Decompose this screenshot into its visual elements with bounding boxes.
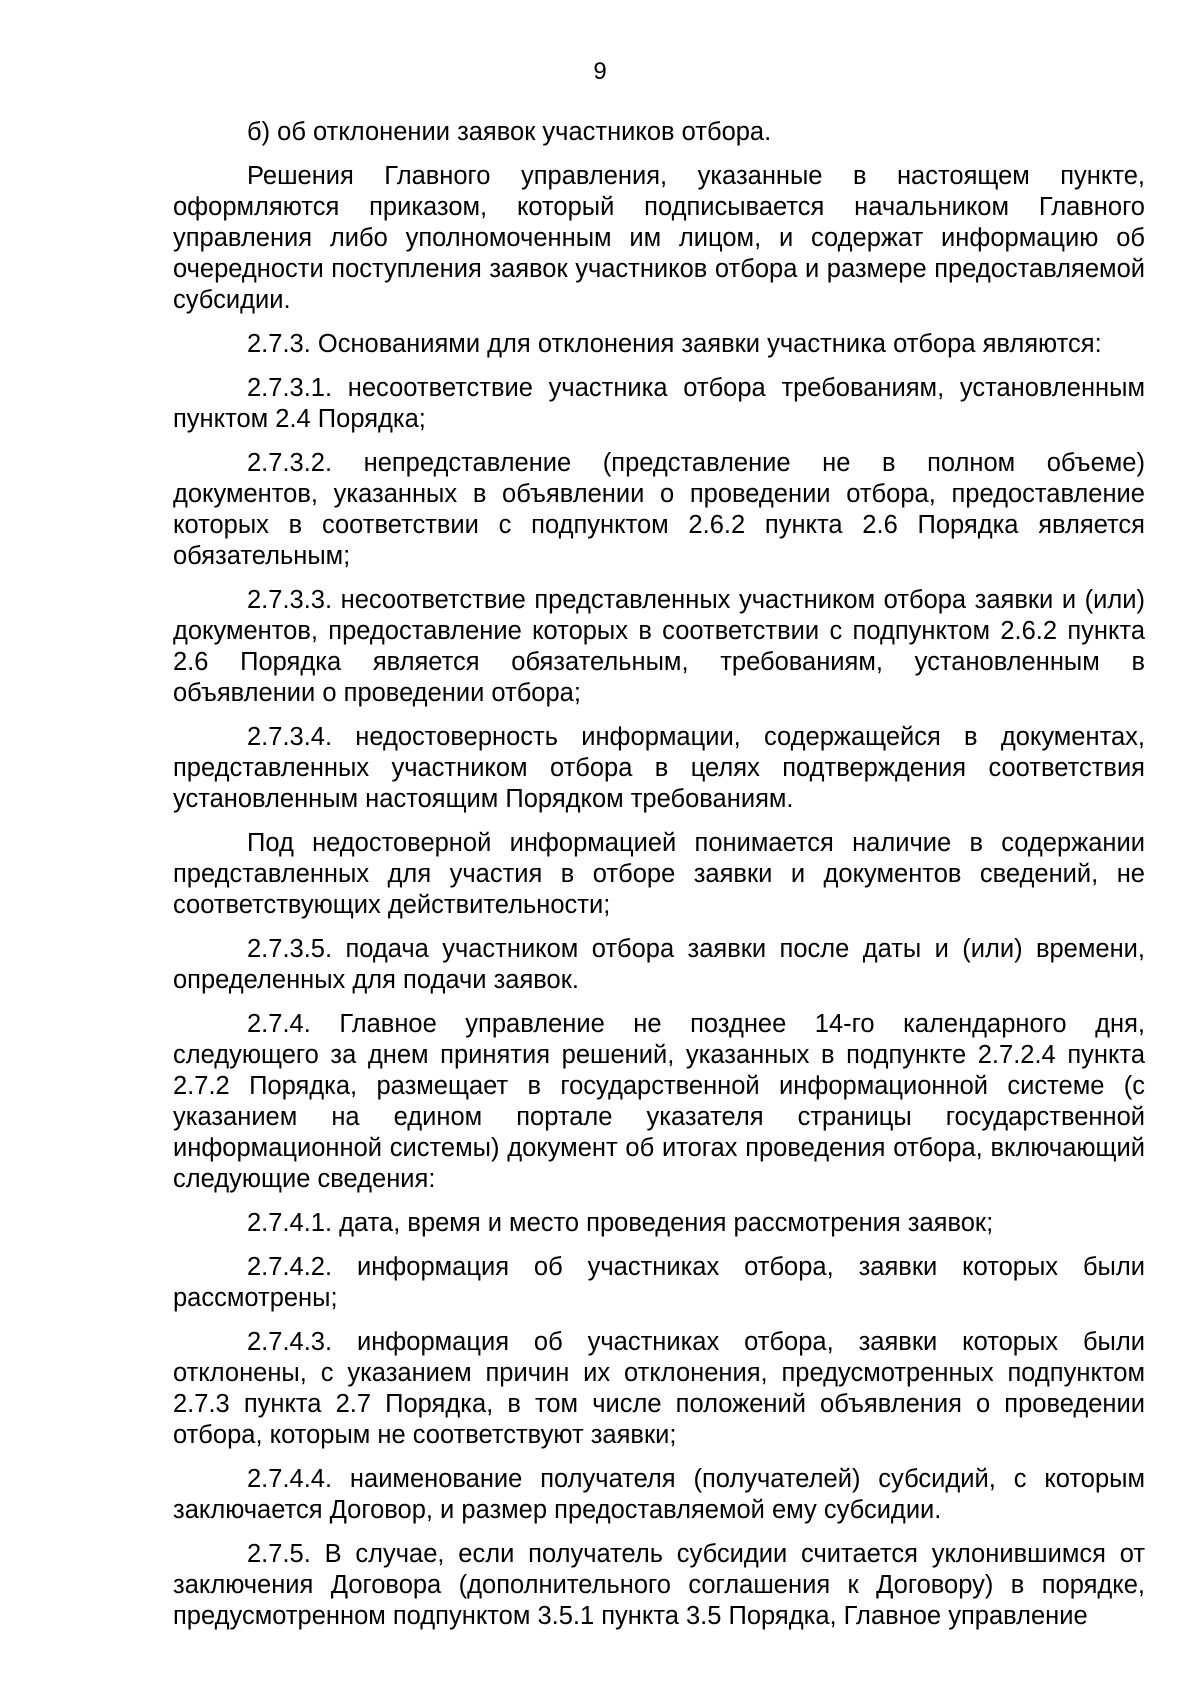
document-body (173, 117, 1145, 1645)
paragraph-2-7-4-2: 2.7.4.2. информация об участниках отбора, заявки которых были рассмотрены; (173, 1253, 1145, 1312)
paragraph-2-7-4-3: 2.7.4.3. информация об участниках отбора, заявки которых были отклонены, с указанием причин их отклонения, предусмотренных подпунктом 2.7.3 пункта 2.7 Порядка, в том числе положений объявления о проведении отбора, которым не соответствуют заявки; (173, 1328, 1145, 1449)
paragraph-2-7-3-4: 2.7.3.4. недостоверность информации, содержащейся в документах, представленных участником отбора в целях подтверждения соответствия установленным настоящим Порядком требованиям. (173, 723, 1145, 813)
paragraph-2-7-3-2: 2.7.3.2. непредставление (представление не в полном объеме) документов, указанных в объявлении о проведении отбора, предоставление которых в соответствии с подпунктом 2.6.2 пункта 2.6 Порядка является обязательным; (173, 449, 1145, 570)
paragraph-2-7-5: 2.7.5. В случае, если получатель субсидии считается уклонившимся от заключения Договора (дополнительного соглашения к Договору) в порядке, предусмотренном подпунктом 3.5.1 пункта 3.5 Порядка, Главное управление (173, 1540, 1145, 1630)
paragraph-2-7-4: 2.7.4. Главное управление не позднее 14-го календарного дня, следующего за днем принятия решений, указанных в подпункте 2.7.2.4 пункта 2.7.2 Порядка, размещает в государственной информационной системе (с указанием на едином портале указателя страницы государственной информационной системы) документ об итогах проведения отбора, включающий следующие сведения: (173, 1010, 1145, 1193)
paragraph-decisions: Решения Главного управления, указанные в настоящем пункте, оформляются приказом, который подписывается начальником Главного управления либо уполномоченным им лицом, и содержат информацию об очередности поступления заявок участников отбора и размере предоставляемой субсидии. (173, 162, 1145, 314)
paragraph-2-7-3-5: 2.7.3.5. подача участником отбора заявки после даты и (или) времени, определенных для подачи заявок. (173, 935, 1145, 994)
page-number: 9 (593, 58, 607, 85)
paragraph-2-7-3-3: 2.7.3.3. несоответствие представленных участником отбора заявки и (или) документов, предоставление которых в соответствии с подпунктом 2.6.2 пункта 2.6 Порядка является обязательным, требованиям, установленным в объявлении о проведении отбора; (173, 586, 1145, 707)
paragraph-2-7-3: 2.7.3. Основаниями для отклонения заявки участника отбора являются: (247, 330, 1102, 358)
paragraph-rejection-option: б) об отклонении заявок участников отбора. (247, 118, 772, 146)
paragraph-unreliable-info: Под недостоверной информацией понимается наличие в содержании представленных для участия в отборе заявки и документов сведений, не соответствующих действительности; (173, 829, 1145, 919)
paragraph-2-7-4-1: 2.7.4.1. дата, время и место проведения рассмотрения заявок; (247, 1209, 994, 1237)
paragraph-2-7-3-1: 2.7.3.1. несоответствие участника отбора требованиям, установленным пунктом 2.4 Порядка; (173, 374, 1145, 433)
paragraph-2-7-4-4: 2.7.4.4. наименование получателя (получателей) субсидий, с которым заключается Договор, и размер предоставляемой ему субсидии. (173, 1465, 1145, 1524)
